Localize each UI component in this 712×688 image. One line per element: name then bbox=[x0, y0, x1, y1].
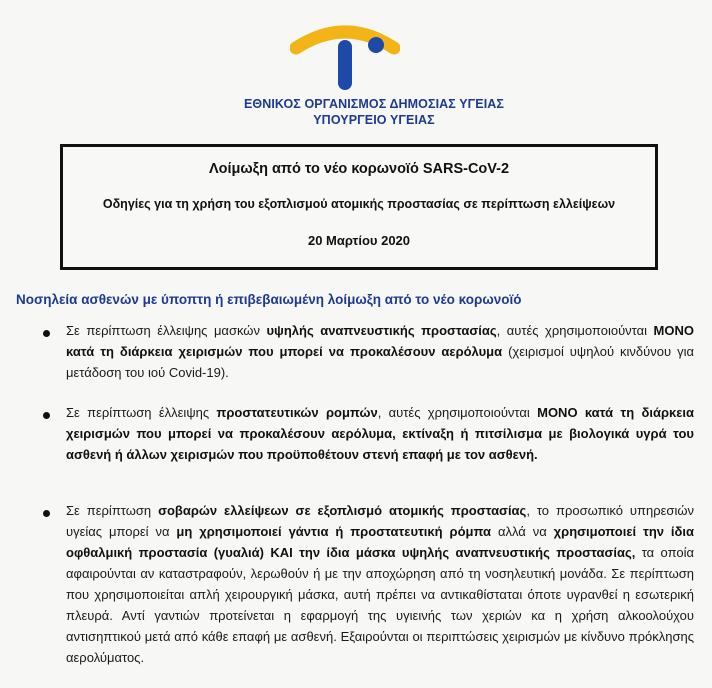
bullet-dot bbox=[43, 412, 50, 419]
bold-text-run: υψηλής αναπνευστικής προστασίας bbox=[266, 323, 497, 338]
bold-text-run: προστατευτικών ρομπών bbox=[216, 405, 378, 420]
bullet-paragraph-3 bbox=[66, 500, 694, 668]
text-run: Σε περίπτωση έλλειψης μασκών bbox=[66, 323, 267, 338]
bullet-dot bbox=[43, 330, 50, 337]
text-run: , αυτές χρησιμοποιούνται bbox=[377, 405, 538, 420]
bold-text-run: χρησιμοποιεί την ίδια οφθαλμική προστασία (γυαλιά) ΚΑΙ την ίδια μάσκα υψηλής αναπνευστικής προστασίας, bbox=[66, 524, 695, 560]
text-run: τα οποία αφαιρούνται αν καταστραφούν, λερωθούν ή με την αποχώρηση από τη νοσηλευτική μονάδα. Σε περίπτωση που χρησιμοποιείται απλή χειρουργική μάσκα, αυτή πρέπει να αντικαθίσταται όποτε υγρανθεί η εσωτερική πλευρά. Αντί γαντιών προτείνεται η εφαρμογή της υγιεινής των χεριών κα η χρήση αλκοολούχου αντισηπτικού μετά από κάθε επαφή με ασθενή. Εξαιρούνται οι περιπτώσεις χειρισμών με κίνδυνο πρόκλησης αερολύματος. bbox=[66, 545, 695, 665]
text-run: αλλά να bbox=[491, 524, 554, 539]
text-run: , αυτές χρησιμοποιούνται bbox=[496, 323, 654, 338]
text-run: (χειρισμοί υψηλού κινδύνου για μετάδοση του ιού Covid-19). bbox=[66, 344, 694, 380]
bullet-paragraph-2 bbox=[66, 402, 694, 465]
title-box bbox=[60, 144, 658, 270]
ministry-name: ΥΠΟΥΡΓΕΙΟ ΥΓΕΙΑΣ bbox=[313, 113, 435, 127]
logo-blue-dot bbox=[368, 37, 384, 53]
document-date: 20 Μαρτίου 2020 bbox=[307, 233, 411, 248]
bold-text-run: ΜΟΝΟ κατά τη διάρκεια χειρισμών που μπορεί να προκαλέσουν αερόλυμα, εκτίναξη ή πιτσίλισμα με βιολογικά υγρά του ασθενή ή άλλων χειρισμών που προϋποθέτουν στενή επαφή με τον ασθενή. bbox=[66, 405, 695, 462]
bold-text-run: ΜΟΝΟ κατά τη διάρκεια χειρισμών που μπορεί να προκαλέσουν αερόλυμα bbox=[66, 323, 694, 359]
eody-logo bbox=[290, 14, 400, 94]
bullet-paragraph-1 bbox=[66, 320, 694, 383]
bullet-dot bbox=[43, 510, 50, 517]
document-subtitle: Οδηγίες για τη χρήση του εξοπλισμού ατομικής προστασίας σε περίπτωση ελλείψεων bbox=[102, 197, 616, 211]
organization-name: ΕΘΝΙΚΟΣ ΟΡΓΑΝΙΣΜΟΣ ΔΗΜΟΣΙΑΣ ΥΓΕΙΑΣ bbox=[243, 97, 505, 111]
bold-text-run: σοβαρών ελλείψεων σε εξοπλισμό ατομικής προστασίας bbox=[158, 503, 527, 518]
section-heading: Νοσηλεία ασθενών με ύποπτη ή επιβεβαιωμένη λοίμωξη από το νέο κορωνοϊό bbox=[16, 292, 522, 307]
text-run: Σε περίπτωση έλλειψης bbox=[66, 405, 217, 420]
text-run: , το προσωπικό υπηρεσιών υγείας μπορεί να bbox=[66, 503, 694, 539]
bold-text-run: μη χρησιμοποιεί γάντια ή προστατευτική ρόμπα bbox=[176, 524, 492, 539]
document-title: Λοίμωξη από το νέο κορωνοϊό SARS-CoV-2 bbox=[208, 161, 510, 177]
text-run: Σε περίπτωση bbox=[66, 503, 159, 518]
logo-blue-stem bbox=[338, 40, 352, 90]
